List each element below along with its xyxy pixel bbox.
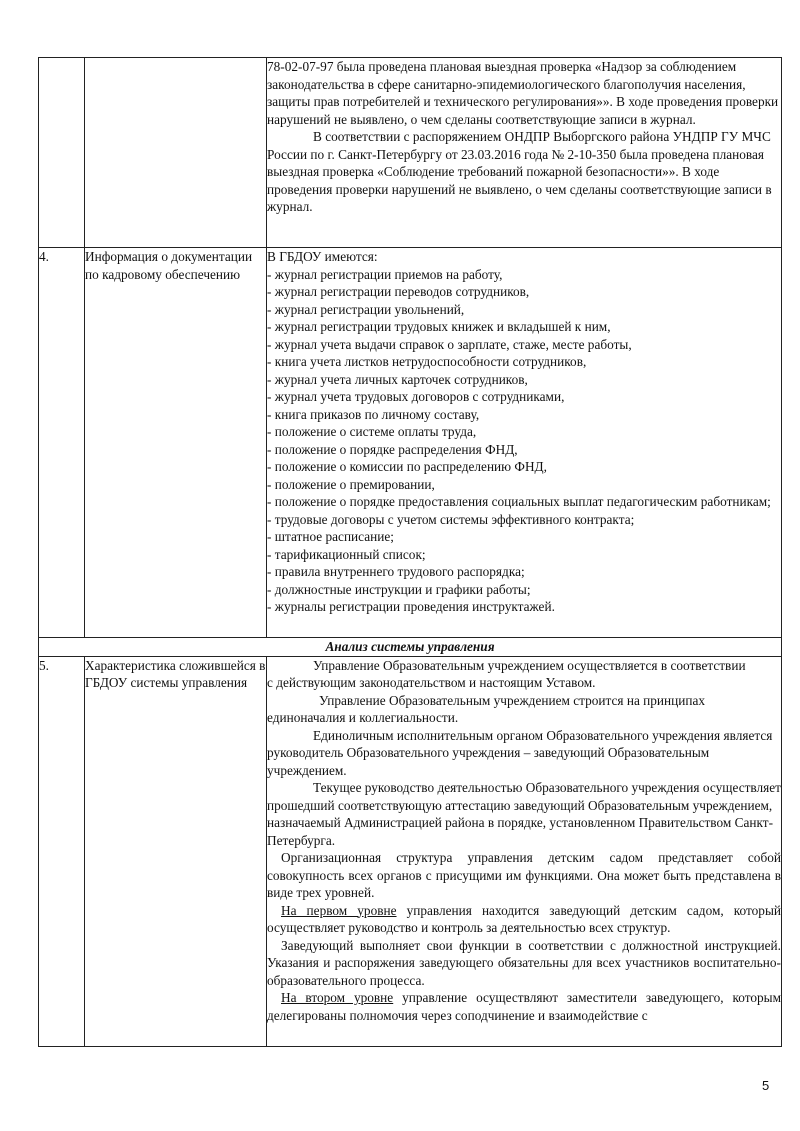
hr-document-item: - правила внутреннего трудового распорядка; bbox=[267, 564, 525, 579]
hr-document-item: - штатное расписание; bbox=[267, 529, 394, 544]
hr-document-item: - положение о комиссии по распределению ФНД, bbox=[267, 459, 547, 474]
section-title: Анализ системы управления bbox=[39, 638, 782, 657]
hr-document-item: - должностные инструкции и графики работы; bbox=[267, 581, 531, 597]
hr-document-item: - журнал учета выдачи справок о зарплате, стаже, месте работы, bbox=[267, 336, 632, 352]
first-level-text: управления находится заведующий детским садом, который осуществляет руководство и контроль за деятельностью всех структур. bbox=[267, 902, 781, 935]
hr-document-item: - положение о системе оплаты труда, bbox=[267, 424, 477, 439]
row-label: Характеристика сложившейся в ГБДОУ системы управления bbox=[85, 656, 267, 1046]
hr-document-item: - журнал регистрации увольнений, bbox=[267, 301, 465, 317]
page-number: 5 bbox=[762, 1078, 770, 1093]
cell-num-empty bbox=[39, 58, 85, 248]
document-table bbox=[38, 57, 782, 1047]
row-number: 5. bbox=[39, 656, 85, 1046]
paragraph-sanitary-inspection: 78-02-07-97 была проведена плановая выездная проверка «Надзор за соблюдением законодательства в сфере санитарно-эпидемиологического благополучия населения, защиты прав потребителей и технического регулирования»». В ходе проведения проверки нарушений не выявлено, о чем сделаны соответствующие записи в журнал. bbox=[267, 59, 779, 127]
hr-document-item: - положение о порядке распределения ФНД, bbox=[267, 441, 518, 457]
hr-document-item: - тарификационный список; bbox=[267, 546, 426, 562]
paragraph-management-4: Текущее руководство деятельностью Образовательного учреждения осуществляет прошедший соответствующую аттестацию заведующий Образовательным учреждением, назначаемый Администрацией района в порядке, установленном Правительством Санкт-Петербурга. bbox=[267, 780, 781, 848]
hr-document-item: - журнал регистрации приемов на работу, bbox=[267, 266, 503, 282]
paragraph-first-level bbox=[267, 902, 781, 937]
cell-label-empty bbox=[85, 58, 267, 248]
hr-document-item: - журналы регистрации проведения инструктажей. bbox=[267, 599, 555, 614]
paragraph-management-1a: Управление Образовательным учреждением осуществляется в соответствии bbox=[313, 657, 746, 673]
paragraph-management-7: Заведующий выполняет свои функции в соответствии с должностной инструкцией. Указания и распоряжения заведующего обязательны для всех участников воспитательно-образовательного процесса. bbox=[267, 937, 781, 988]
hr-document-item: - журнал регистрации трудовых книжек и вкладышей к ним, bbox=[267, 319, 611, 334]
hr-document-item: - положение о премировании, bbox=[267, 476, 435, 492]
table-row-continuation bbox=[39, 58, 782, 248]
hr-document-item: - положение о порядке предоставления социальных выплат педагогическим работникам; bbox=[267, 494, 771, 509]
paragraph-management-1b: с действующим законодательством и настоящим Уставом. bbox=[267, 675, 596, 690]
hr-document-item: - книга приказов по личному составу, bbox=[267, 406, 480, 422]
hr-documents-list bbox=[267, 266, 781, 616]
hr-document-item: - журнал учета личных карточек сотрудников, bbox=[267, 371, 528, 387]
row-label: Информация о документации по кадровому обеспечению bbox=[85, 248, 267, 638]
row-number: 4. bbox=[39, 248, 85, 638]
second-level-text: управление осуществляют заместители заведующего, которым делегированы полномочия через соподчинение и взаимодействие с bbox=[267, 990, 781, 1023]
table-row-4 bbox=[39, 248, 782, 638]
hr-document-item: - книга учета листков нетрудоспособности сотрудников, bbox=[267, 354, 587, 369]
paragraph-management-2: Управление Образовательным учреждением строится на принципах единоначалия и коллегиальности. bbox=[267, 692, 706, 725]
paragraph-fire-inspection: В соответствии с распоряжением ОНДПР Выборгского района УНДПР ГУ МЧС России по г. Санкт-Петербургу от 23.03.2016 года № 2-10-350 была проведена плановая выездная проверка «Соблюдение требований пожарной безопасности»». В ходе проведения проверки нарушений не выявлено, о чем сделаны соответствующие записи в журнал. bbox=[267, 129, 772, 214]
table-row-5 bbox=[39, 656, 782, 1046]
second-level-underlined: На втором уровне bbox=[281, 990, 394, 1005]
paragraph-management-5: Организационная структура управления детским садом представляет собой совокупность всех органов с присущими им функциями. Она может быть представлена в виде трех уровней. bbox=[267, 850, 781, 900]
hr-document-item: - трудовые договоры с учетом системы эффективного контракта; bbox=[267, 511, 635, 527]
section-header-row bbox=[39, 638, 782, 657]
paragraph-second-level bbox=[267, 989, 781, 1024]
first-level-underlined: На первом уровне bbox=[281, 902, 397, 918]
hr-document-item: - журнал регистрации переводов сотрудников, bbox=[267, 284, 530, 299]
cell-content-inspections bbox=[267, 58, 782, 248]
cell-content-management bbox=[267, 656, 782, 1046]
cell-content-hr-docs bbox=[267, 248, 782, 638]
hr-document-item: - журнал учета трудовых договоров с сотрудниками, bbox=[267, 389, 565, 404]
list-intro: В ГБДОУ имеются: bbox=[267, 249, 378, 264]
paragraph-management-3: Единоличным исполнительным органом Образовательного учреждения является руководитель Образовательного учреждения – заведующий Образовательным учреждением. bbox=[267, 727, 773, 778]
